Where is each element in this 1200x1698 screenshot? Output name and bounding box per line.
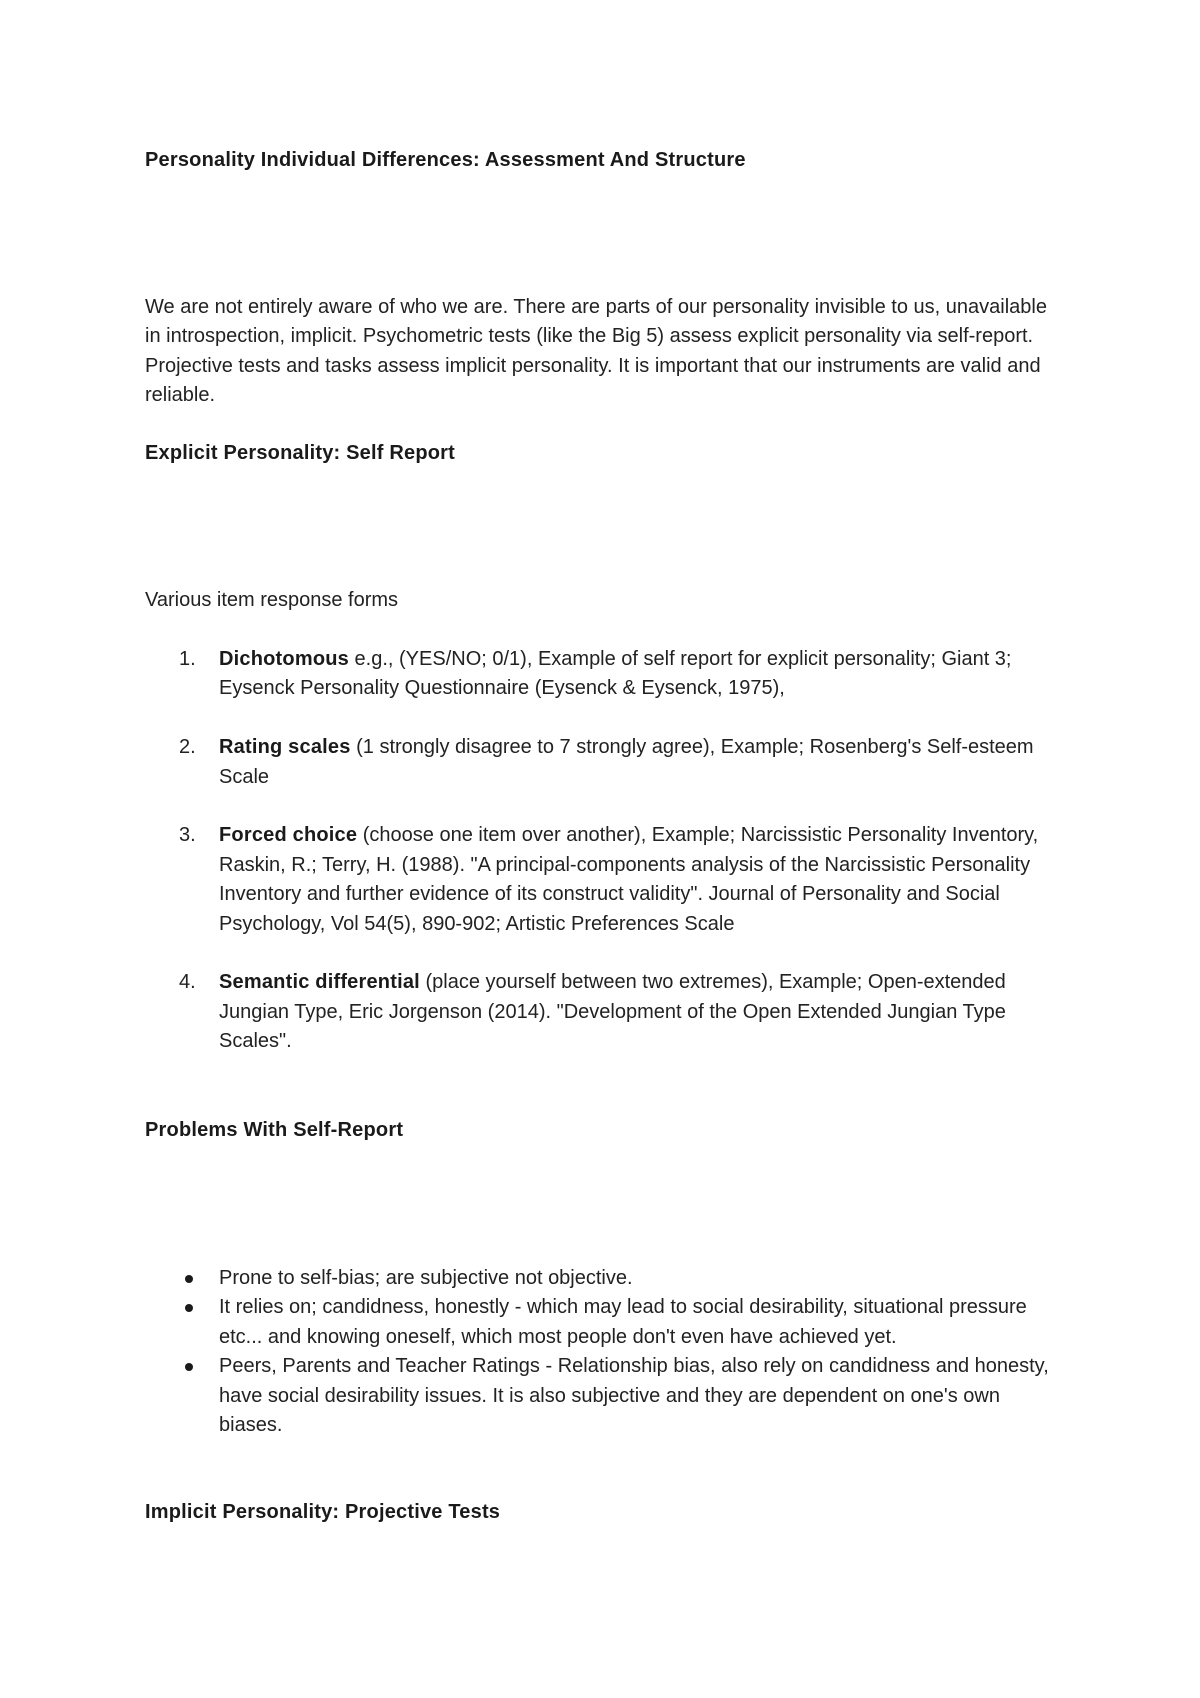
list-item-term: Rating scales [219,736,351,759]
list-item-number: 1. [179,648,196,670]
list-item-term: Forced choice [219,824,358,847]
list-item-text: Peers, Parents and Teacher Ratings - Relationship bias, also rely on candidness and honesty, have social desirability issues. It is also subjective and they are dependent on one's own biases. [219,1355,1049,1437]
section-heading-problems: Problems With Self-Report [145,1119,404,1141]
list-item [145,1264,1065,1293]
list-item [145,1352,1065,1440]
section-heading-explicit: Explicit Personality: Self Report [145,442,456,464]
intro-paragraph: We are not entirely aware of who we are. There are parts of our personality invisible to us, unavailable in introspection, implicit. Psychometric tests (like the Big 5) assess explicit personality via self-report. Projective tests and tasks assess implicit personality. It is important that our instruments are valid and reliable. [145,296,1047,407]
list-item [145,968,1065,1056]
response-forms-lead: Various item response forms [145,589,399,611]
list-item-text: (choose one item over another), Example; Narcissistic Personality Inventory, Raskin, R.; Terry, H. (1988). "A principal-components analysis of the Narcissistic Personality Inventory and further evidence of its construct validity". Journal of Personality and Social Psychology, Vol 54(5), 890-902; Artistic Preferences Scale [219,824,1039,935]
section-heading-implicit: Implicit Personality: Projective Tests [145,1501,501,1523]
list-item-text: (place yourself between two extremes), Example; Open-extended Jungian Type, Eric Jorgenson (2014). "Development of the Open Extended Jungian Type Scales". [219,971,1006,1053]
problems-list [145,1264,1065,1440]
list-item [145,733,1065,792]
bullet-icon [185,1304,193,1312]
list-item-number: 3. [179,824,196,847]
bullet-icon [185,1275,193,1283]
bullet-icon [185,1363,193,1371]
list-item-number: 4. [179,971,196,994]
list-item-text: It relies on; candidness, honestly - which may lead to social desirability, situational pressure etc... and knowing oneself, which most people don't even have achieved yet. [219,1296,1027,1348]
response-forms-list [145,645,1065,1086]
list-item-text: Prone to self-bias; are subjective not objective. [219,1267,633,1289]
list-item-term: Semantic differential [219,971,420,994]
list-item-number: 2. [179,736,196,759]
list-item [145,821,1065,939]
list-item [145,645,1065,704]
list-item-text: (1 strongly disagree to 7 strongly agree), Example; Rosenberg's Self-esteem Scale [219,736,1034,788]
document-title: Personality Individual Differences: Assessment And Structure [145,149,746,171]
list-item-term: Dichotomous [219,648,349,670]
list-item-text: e.g., (YES/NO; 0/1), Example of self report for explicit personality; Giant 3; Eysenck Personality Questionnaire (Eysenck & Eysenck, 1975), [219,648,1012,700]
list-item [145,1293,1065,1352]
